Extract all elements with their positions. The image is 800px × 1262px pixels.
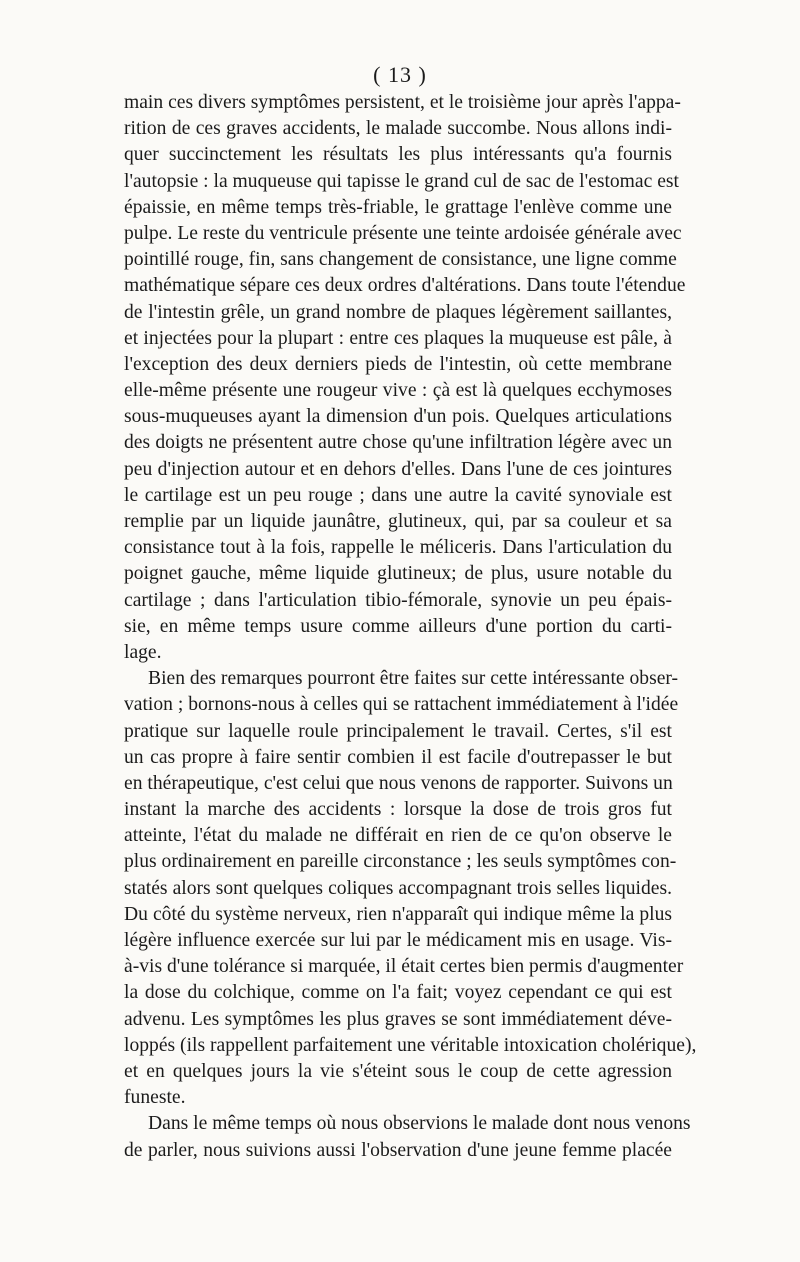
text-line: main ces divers symptômes persistent, et le troisième jour après l'appa-	[124, 92, 681, 113]
text-line: lage.	[124, 641, 162, 663]
text-line: mathématique sépare ces deux ordres d'altérations. Dans toute l'étendue	[124, 275, 686, 297]
text-line: de parler, nous suivions aussi l'observation d'une jeune femme placée	[124, 1139, 672, 1161]
text-line: le cartilage est un peu rouge ; dans une autre la cavité synoviale est	[124, 484, 672, 506]
text-line: et injectées pour la plupart : entre ces plaques la muqueuse est pâle, à	[124, 327, 672, 349]
text-line: loppés (ils rappellent parfaitement une véritable intoxication cholérique),	[124, 1034, 697, 1056]
text-line: pulpe. Le reste du ventricule présente une teinte ardoisée générale avec	[124, 222, 682, 244]
text-line: cartilage ; dans l'articulation tibio-fémorale, synovie un peu épais-	[124, 589, 672, 611]
text-line: un cas propre à faire sentir combien il est facile d'outrepasser le but	[124, 746, 672, 768]
text-line: la dose du colchique, comme on l'a fait; voyez cependant ce qui est	[124, 982, 672, 1004]
paragraph-start-line: Dans le même temps où nous observions le malade dont nous venons	[148, 1113, 691, 1135]
text-line: remplie par un liquide jaunâtre, glutineux, qui, par sa couleur et sa	[124, 511, 672, 532]
text-line: pointillé rouge, fin, sans changement de consistance, une ligne comme	[124, 249, 677, 271]
text-line: pratique sur laquelle roule principalement le travail. Certes, s'il est	[124, 720, 672, 742]
text-line: de l'intestin grêle, un grand nombre de plaques légèrement saillantes,	[124, 301, 672, 323]
text-line: à-vis d'une tolérance si marquée, il était certes bien permis d'augmenter	[124, 956, 684, 978]
text-line: statés alors sont quelques coliques accompagnant trois selles liquides.	[124, 877, 672, 899]
text-line: l'exception des deux derniers pieds de l'intestin, où cette membrane	[124, 353, 672, 375]
text-line: peu d'injection autour et en dehors d'elles. Dans l'une de ces jointures	[124, 458, 672, 480]
text-line: l'autopsie : la muqueuse qui tapisse le grand cul de sac de l'estomac est	[124, 170, 679, 192]
text-line: en thérapeutique, c'est celui que nous venons de rapporter. Suivons un	[124, 772, 673, 794]
text-line: poignet gauche, même liquide glutineux; de plus, usure notable du	[124, 563, 672, 585]
text-line: épaissie, en même temps très-friable, le grattage l'enlève comme une	[124, 196, 672, 218]
text-line: sie, en même temps usure comme ailleurs d'une portion du carti-	[124, 615, 672, 637]
text-line: Du côté du système nerveux, rien n'apparaît qui indique même la plus	[124, 903, 672, 925]
text-line: elle-même présente une rougeur vive : çà est là quelques ecchymoses	[124, 380, 672, 402]
paragraph-start-line: Bien des remarques pourront être faites sur cette intéressante obser-	[148, 668, 679, 690]
text-line: quer succinctement les résultats les plus intéressants qu'a fournis	[124, 144, 672, 166]
text-line: advenu. Les symptômes les plus graves se sont immédiatement déve-	[124, 1008, 672, 1030]
text-line: légère influence exercée sur lui par le médicament mis en usage. Vis-	[124, 930, 672, 951]
body-text	[124, 90, 697, 1164]
text-line: des doigts ne présentent autre chose qu'une infiltration légère avec un	[124, 432, 672, 454]
text-line: atteinte, l'état du malade ne différait en rien de ce qu'on observe le	[124, 825, 672, 847]
text-line: rition de ces graves accidents, le malade succombe. Nous allons indi-	[124, 118, 672, 140]
text-line: et en quelques jours la vie s'éteint sous le coup de cette agression	[124, 1060, 672, 1082]
text-line: instant la marche des accidents : lorsque la dose de trois gros fut	[124, 799, 672, 821]
text-line: consistance tout à la fois, rappelle le méliceris. Dans l'articulation du	[124, 537, 672, 559]
text-line: vation ; bornons-nous à celles qui se rattachent immédiatement à l'idée	[124, 694, 679, 716]
text-line: funeste.	[124, 1087, 186, 1109]
text-line: sous-muqueuses ayant la dimension d'un pois. Quelques articulations	[124, 406, 672, 428]
text-line: plus ordinairement en pareille circonstance ; les seuls symptômes con-	[124, 851, 677, 873]
page-number: ( 13 )	[373, 62, 427, 87]
